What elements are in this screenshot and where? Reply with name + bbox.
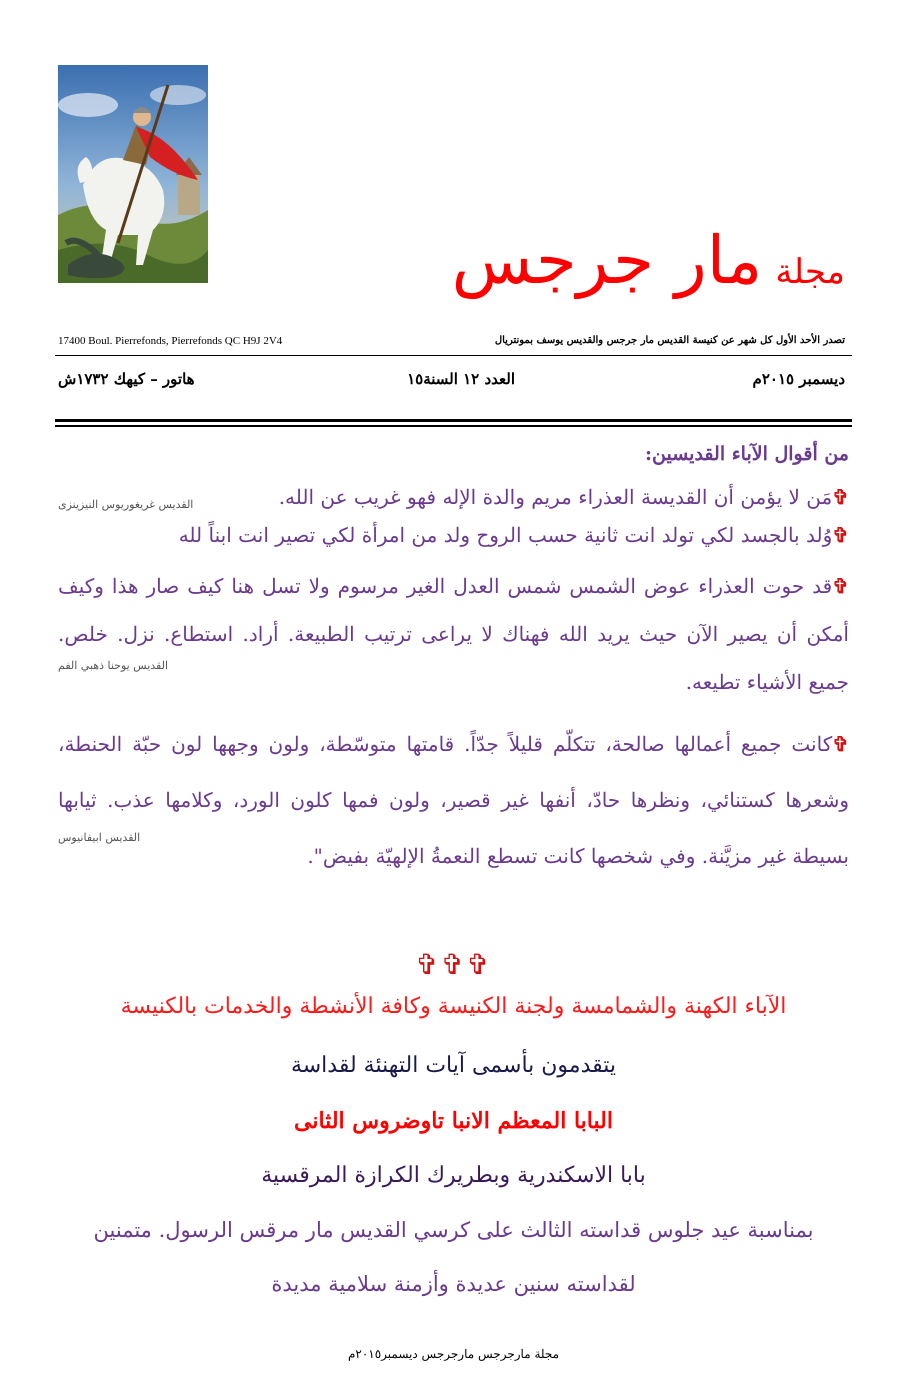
quote-1 [58,480,849,514]
greeting-line-1: الآباء الكهنة والشمامسة ولجنة الكنيسة وكافة الأنشطة والخدمات بالكنيسة [120,994,787,1019]
three-crosses-icon: ✞✞✞ [415,948,492,981]
quote-4-attribution: القديس ابيفانيوس [58,831,141,844]
quote-4-text: كانت جميع أعمالها صالحة، تتكلّم قليلاً جدّاً. قامتها متوسّطة، ولون وجهها لون حبّة الحنطة، وشعرها كستنائي، ونظرها حادّ، أنفها غير قصير، ولون فمها كلون الورد، وكلامها عذب. ثيابها بسيطة غير مزيَّنة. وفي شخصها كانت تسطع النعمةُ الإلهيّة بفيض". [58,732,849,868]
quotes-heading: من أقوال الآباء القديسين: [645,443,849,465]
quote-1-attribution: القديس غريغوريوس النيزينزى [58,498,194,511]
masthead-title: مار جرجس [451,222,763,299]
quote-4 [58,716,849,884]
quote-3 [58,562,849,706]
coptic-date: هاتور – كيهك ١٧٣٢ش [58,370,195,388]
greeting-line-2: يتقدمون بأسمى آيات التهنئة لقداسة [290,1053,617,1078]
greeting-line-6: لقداسته سنين عديدة وأزمنة سلامية مديدة [271,1272,636,1296]
quote-2 [58,518,849,552]
issue-info-row [58,370,845,394]
quote-1-text: مَن لا يؤمن أن القديسة العذراء مريم والدة الإله فهو غريب عن الله. [278,485,833,509]
cross-icon: ✞ [832,523,849,547]
quote-2-text: وُلد بالجسد لكي تولد انت ثانية حسب الروح ولد من امرأة لكي تصير انت ابناً لله [178,523,833,547]
saint-george-icon-image [58,65,208,283]
page-footer: مجلة مارجرجس مارجرجس ديسمبر٢٠١٥م [347,1347,560,1361]
cross-icon: ✞ [832,485,849,509]
issue-date: ديسمبر ٢٠١٥م [752,370,845,388]
pope-name: البابا المعظم الانبا تاوضروس الثانى [294,1108,613,1134]
cross-icon: ✞ [832,732,849,756]
address-row [58,335,845,351]
issue-number: العدد ١٢ السنة١٥ [407,370,515,388]
cross-icon: ✞ [832,574,849,598]
quotes-section [58,436,849,884]
divider-thin [55,355,852,356]
greeting-line-5: بمناسبة عيد جلوس قداسته الثالث على كرسي القديس مار مرقس الرسول. متمنين [93,1218,814,1242]
magazine-masthead [452,222,845,299]
divider-thick-second [55,425,852,427]
quote-3-text: قد حوت العذراء عوض الشمس شمس العدل الغير مرسوم ولا تسل هنا كيف صار هذا وكيف أمكن أن يصير الآن حيث يريد الله فهناك لا يراعى ترتيب الطبيعة. أراد. استطاع. نزل. خلص. جميع الأشياء تطيعه. [58,574,849,694]
church-address: 17400 Boul. Pierrefonds, Pierrefonds QC H9J 2V4 [58,335,283,347]
masthead-prefix: مجلة [775,252,845,292]
quote-3-attribution: القديس يوحنا ذهبي الفم [58,659,169,672]
divider-thick [55,419,852,422]
publication-tagline: تصدر الأحد الأول كل شهر عن كنيسة القديس مار جرجس والقديس يوسف بمونتريال [494,335,845,346]
greeting-line-4: بابا الاسكندرية وبطريرك الكرازة المرقسية [261,1163,646,1188]
